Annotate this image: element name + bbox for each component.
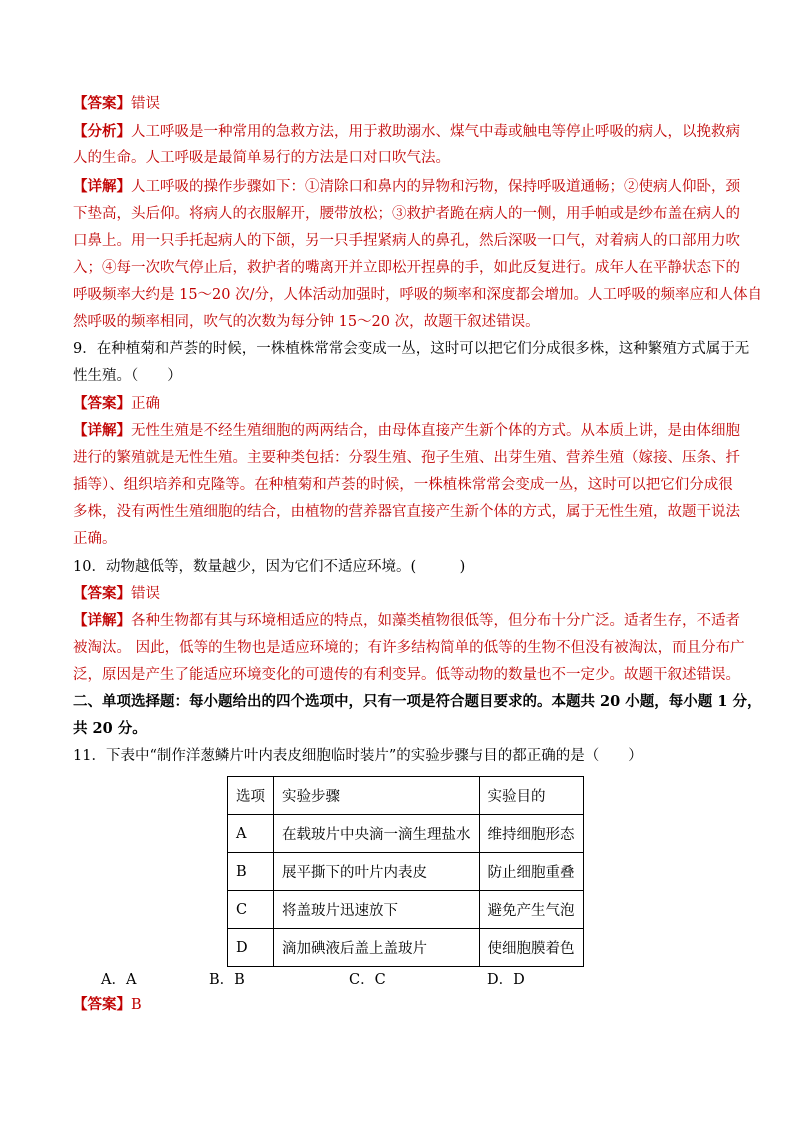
detail-line-4: 入；④每一次吹气停止后，救护者的嘴离开并立即松开捏鼻的手，如此反复进行。成年人在平静状态下的	[73, 260, 740, 276]
table-cell: 维持细胞形态	[479, 815, 583, 853]
detail-tag: 【详解】	[73, 612, 131, 629]
detail-9-line-5: 正确。	[73, 531, 117, 547]
answer-tag: 【答案】	[73, 95, 131, 112]
detail-10-line-1	[73, 611, 740, 631]
table-cell: 在载玻片中央滴一滴生理盐水	[274, 815, 480, 853]
question-10: 10．动物越低等，数量越少，因为它们不适应环境。( )	[73, 559, 466, 575]
detail-tag: 【详解】	[73, 178, 131, 195]
table-cell: 防止细胞重叠	[479, 853, 583, 891]
detail-tag: 【详解】	[73, 422, 131, 439]
table-cell: A	[228, 815, 274, 853]
table-row	[228, 929, 584, 967]
detail-9-line-4: 多株，没有两性生殖细胞的结合，由植物的营养器官直接产生新个体的方式，属于无性生殖，故题干说法	[73, 504, 740, 520]
analysis-line-2: 人的生命。人工呼吸是最简单易行的方法是口对口吹气法。	[73, 150, 450, 166]
answer-9	[73, 394, 160, 414]
detail-line-3: 口鼻上。用一只手托起病人的下颌，另一只手捏紧病人的鼻孔，然后深吸一口气，对着病人的口部用力吹	[73, 233, 740, 249]
table-cell: 展平撕下的叶片内表皮	[274, 853, 480, 891]
table-row	[228, 815, 584, 853]
detail-text: 无性生殖是不经生殖细胞的两两结合，由母体直接产生新个体的方式。从本质上讲，是由体细胞	[131, 423, 740, 439]
table-cell: C	[228, 891, 274, 929]
table-row	[228, 891, 584, 929]
table-cell: 避免产生气泡	[479, 891, 583, 929]
table-cell: 使细胞膜着色	[479, 929, 583, 967]
question-9-line-1: 9．在种植菊和芦荟的时候，一株植株常常会变成一丛，这时可以把它们分成很多株，这种繁殖方式属于无	[73, 341, 750, 357]
analysis-text-1: 人工呼吸是一种常用的急救方法，用于救助溺水、煤气中毒或触电等停止呼吸的病人，以挽救病	[131, 124, 740, 140]
table-header-cell: 选项	[228, 777, 274, 815]
detail-line-6: 然呼吸的频率相同，吹气的次数为每分钟 15～20 次，故题干叙述错误。	[73, 314, 540, 330]
answer-text: 错误	[131, 96, 160, 112]
answer-text: B	[131, 997, 142, 1013]
detail-text-1: 人工呼吸的操作步骤如下：①清除口和鼻内的异物和污物，保持呼吸道通畅；②使病人仰卧，颈	[131, 179, 740, 195]
answer-line	[73, 94, 160, 114]
answer-tag: 【答案】	[73, 996, 131, 1013]
options-table	[227, 776, 584, 967]
analysis-line-1	[73, 122, 740, 142]
table-header-cell: 实验目的	[479, 777, 583, 815]
section-heading-line-1: 二、单项选择题：每小题给出的四个选项中，只有一项是符合题目要求的。本题共 20 小题，每小题 1 分，	[73, 693, 762, 710]
detail-9-line-3: 插等）、组织培养和克隆等。在种植菊和芦荟的时候，一株植株常常会变成一丛，这时可以把它们分成很	[73, 477, 733, 493]
detail-10-line-3: 泛，原因是产生了能适应环境变化的可遗传的有利变异。低等动物的数量也不一定少。故题干叙述错误。	[73, 667, 740, 683]
detail-9-line-2: 进行的繁殖就是无性生殖。主要种类包括：分裂生殖、孢子生殖、出芽生殖、营养生殖（嫁接、压条、扦	[73, 450, 740, 466]
answer-text: 正确	[131, 396, 160, 412]
detail-10-line-2: 被淘汰。 因此，低等的生物也是适应环境的；有许多结构简单的低等的生物不但没有被淘汰，而且分布广	[73, 640, 745, 656]
table-cell: 滴加碘液后盖上盖玻片	[274, 929, 480, 967]
section-heading-line-2: 共 20 分。	[73, 720, 147, 737]
choice-b: B．B	[209, 972, 245, 988]
detail-line-5: 呼吸频率大约是 15～20 次/分，人体活动加强时，呼吸的频率和深度都会增加。人工呼吸的频率应和人体自	[73, 287, 763, 303]
choice-c: C．C	[349, 972, 386, 988]
detail-line-1	[73, 177, 740, 197]
answer-tag: 【答案】	[73, 585, 131, 602]
table-cell: D	[228, 929, 274, 967]
choice-d: D．D	[487, 972, 525, 988]
analysis-tag: 【分析】	[73, 123, 131, 140]
answer-text: 错误	[131, 586, 160, 602]
choice-a: A．A	[101, 972, 137, 988]
table-cell: 将盖玻片迅速放下	[274, 891, 480, 929]
answer-tag: 【答案】	[73, 395, 131, 412]
table-header-cell: 实验步骤	[274, 777, 480, 815]
question-9-line-2: 性生殖。（ ）	[73, 368, 182, 384]
table-header-row	[228, 777, 584, 815]
answer-11	[73, 995, 142, 1015]
table-cell: B	[228, 853, 274, 891]
detail-9-line-1	[73, 421, 740, 441]
detail-text: 各种生物都有其与环境相适应的特点，如藻类植物很低等，但分布十分广泛。适者生存，不适者	[131, 613, 740, 629]
answer-10	[73, 584, 160, 604]
detail-line-2: 下垫高，头后仰。将病人的衣服解开，腰带放松；③救护者跪在病人的一侧，用手帕或是纱布盖在病人的	[73, 206, 740, 222]
question-11: 11．下表中“制作洋葱鳞片叶内表皮细胞临时装片”的实验步骤与目的都正确的是（ ）	[73, 748, 643, 764]
table-row	[228, 853, 584, 891]
